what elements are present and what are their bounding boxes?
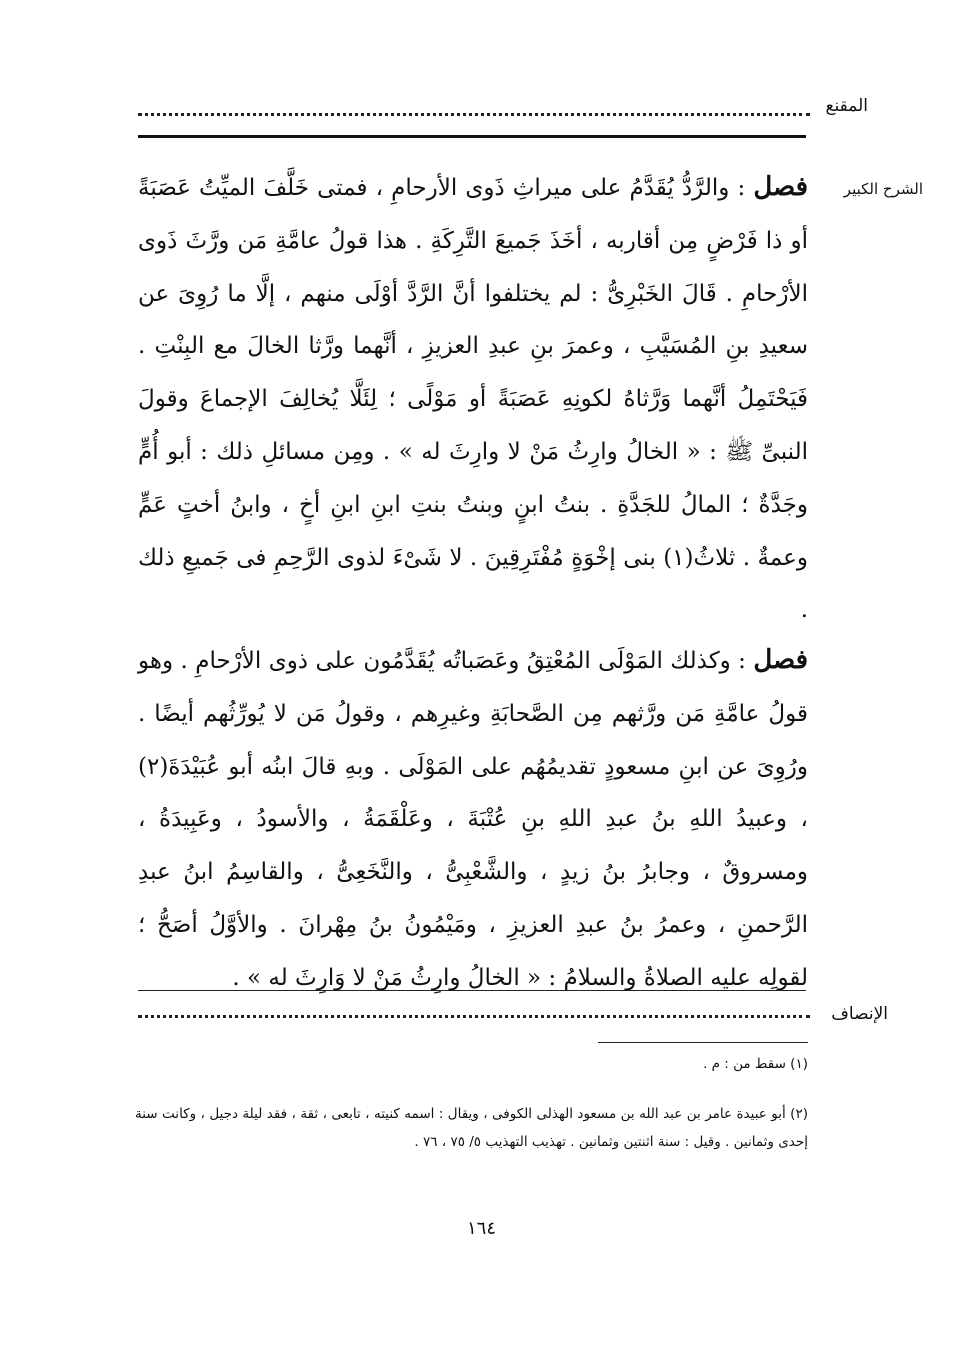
- side-label-sharh: الشرح الكبير: [843, 180, 923, 198]
- section-2-text: : وكذلك المَوْلَى المُعْتِقُ وعَصَباتُه يُقَدَّمُون على ذوى الأرْحامِ . وهو قولُ عامَّةِ مَن ورَّثهم مِن الصَّحابَةِ وغيرِهم ، وقولُ مَن لا يُورِّثُهم أيضًا . ورُوِىَ عن ابنِ مسعودٍ تقديمُهُم على المَوْلَى . وبهِ قالَ ابنُه أبو عُبَيْدَةَ(٢) ، وعبيدُ اللهِ بنُ عبدِ اللهِ بنِ عُتْبَةَ ، وعَلْقَمَةُ ، والأسودُ ، وعَبِيدَةُ ، ومسروقٌ ، وجابرُ بنُ زيدٍ ، والشَّعْبِىُّ ، والنَّخَعِىُّ ، والقاسِمُ ابنُ عبدِ الرَّحمنِ ، وعمرُ بنُ عبدِ العزيزِ ، ومَيْمُونُ بنُ مِهْرانَ . والأوَّلُ أصَحُّ ؛ لقولِه عليه الصلاةُ والسلامُ : « الخالُ وارِثُ مَنْ لا وَارِثَ له » .: [138, 648, 808, 991]
- footnote-rule: [598, 1042, 808, 1043]
- footnote-1: (١) سقط من : م .: [703, 1056, 808, 1072]
- header-rule: [138, 135, 806, 138]
- body-end-rule: [138, 990, 806, 991]
- section-2-heading: فصل: [753, 645, 809, 675]
- page-number: ١٦٤: [466, 1218, 496, 1239]
- section-1-text: : والرَّدُّ يُقَدَّمُ على ميراثِ ذَوى الأرحامِ ، فمتى خَلَّفَ الميِّتُ عَصَبَةً أو ذا فَرْضٍ مِن أقاربه ، أخَذَ جَميعَ التَّرِكَةِ . هذا قولُ عامَّةِ مَن ورَّثَ ذَوى الأرْحامِ . قَالَ الخَبْرِىُّ : لم يختلفوا أنَّ الرَّدَّ أوْلَى منهم ، إلَّا ما رُوِىَ عن سعيدِ بنِ المُسَيَّبِ ، وعمرَ بنِ عبدِ العزيزِ ، أنَّهما ورَّثا الخالَ مع البِنْتِ . فَيَحْتَمِلُ أنَّهما وَرَّثاهُ لكونِهِ عَصَبَةً أو مَوْلًى ؛ لِئَلَّا يُخالِفَ الإجماعَ وقولَ النبىِّ ﷺ : « الخالُ وارِثُ مَنْ لا وارِثَ له » . ومِن مسائلِ ذلك : أبو أُمٍّ وجَدَّةٌ ؛ المالُ للجَدَّةِ . بنتُ ابنٍ وبنتُ بنتِ ابنِ ابنِ أخٍ ، وابنُ أختٍ عَمٍّ وعمةٌ . ثلاثُ(١) بنى إخْوَةٍ مُفْتَرِقِينَ . لا شَىْءَ لذوى الرَّحِمِ فى جَميعِ ذلك .: [138, 175, 809, 624]
- section-1: [138, 161, 808, 637]
- side-label-insaf: الإنصاف: [831, 1004, 888, 1024]
- insaf-dotted-rule: [138, 1000, 810, 1018]
- section-1-heading: فصل: [753, 172, 808, 202]
- header-book-label: المقنع: [825, 96, 868, 116]
- header-dotted-rule: [138, 96, 810, 116]
- footnote-2: (٢) أبو عبيدة عامر بن عبد الله بن مسعود الهذلى الكوفى ، ويقال : اسمه كنيته ، تابعى ، ثقة ، فقد ليلة دجيل ، وكانت سنة إحدى وثمانين . وقيل : سنة اثنتين وثمانين . تهذيب التهذيب ٥/ ٧٥ ، ٧٦ .: [135, 1106, 808, 1150]
- section-2: [138, 634, 808, 1005]
